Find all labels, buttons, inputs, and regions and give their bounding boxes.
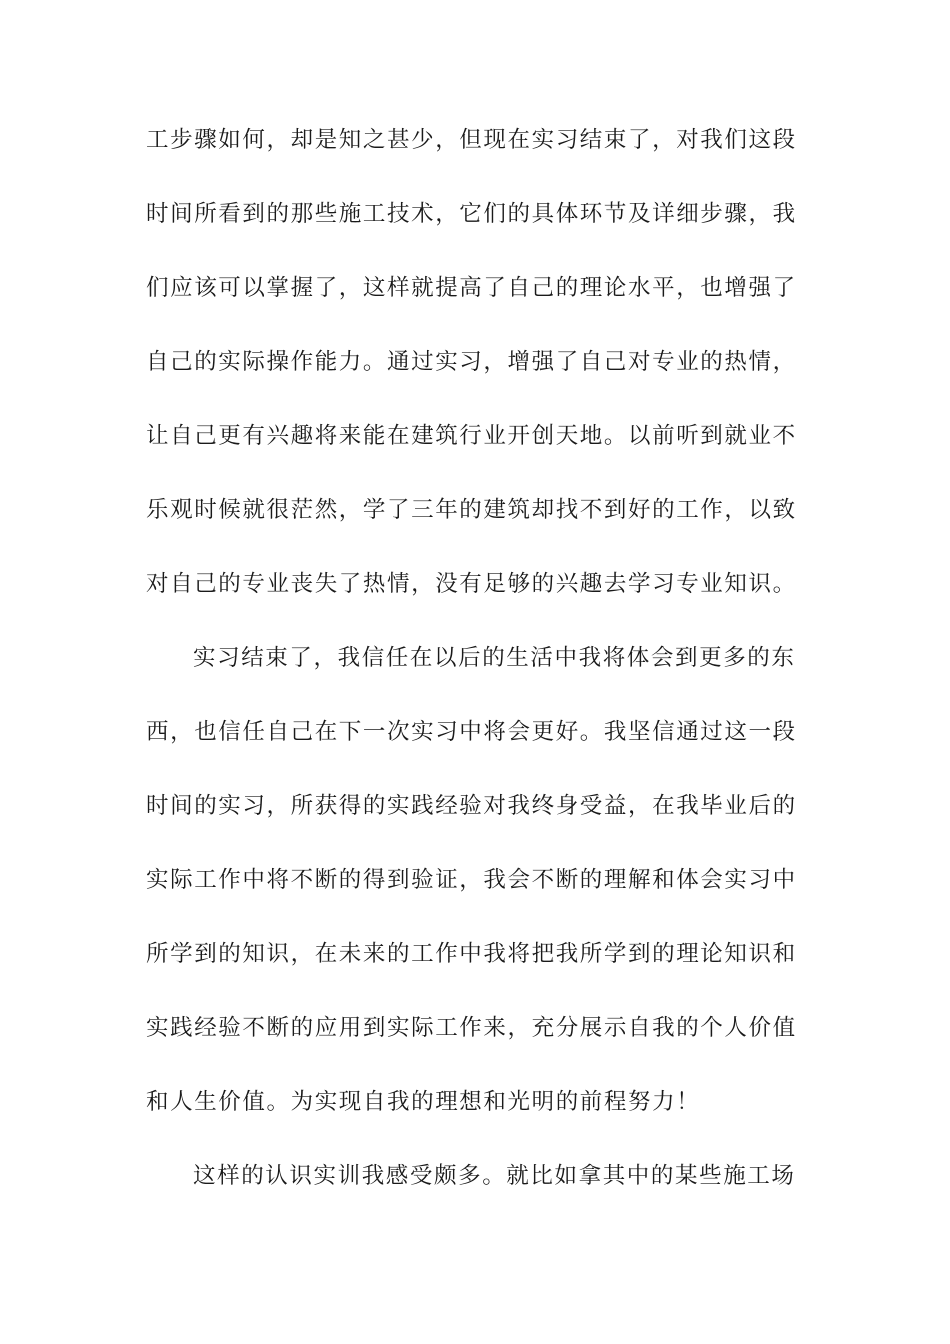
text-line: 西，也信任自己在下一次实习中将会更好。我坚信通过这一段 [146,719,797,745]
paragraph-start-line: 这样的认识实训我感受颇多。就比如拿其中的某些施工场 [193,1163,796,1189]
text-line: 自己的实际操作能力。通过实习，增强了自己对专业的热情， [146,349,797,375]
text-line: 工步骤如何，却是知之甚少，但现在实习结束了，对我们这段 [146,127,797,153]
text-line: 和人生价值。为实现自我的理想和光明的前程努力！ [146,1089,701,1115]
text-line: 所学到的知识，在未来的工作中我将把我所学到的理论知识和 [146,941,797,967]
text-line: 让自己更有兴趣将来能在建筑行业开创天地。以前听到就业不 [146,423,797,449]
text-line: 实践经验不断的应用到实际工作来，充分展示自我的个人价值 [146,1015,797,1041]
text-line: 对自己的专业丧失了热情，没有足够的兴趣去学习专业知识。 [146,571,797,597]
text-line: 们应该可以掌握了，这样就提高了自己的理论水平，也增强了 [146,275,797,301]
text-line: 实际工作中将不断的得到验证，我会不断的理解和体会实习中 [146,867,797,893]
text-line: 时间的实习，所获得的实践经验对我终身受益，在我毕业后的 [146,793,797,819]
paragraph-start-line: 实习结束了，我信任在以后的生活中我将体会到更多的东 [193,645,796,671]
text-line: 时间所看到的那些施工技术，它们的具体环节及详细步骤，我 [146,201,797,227]
text-line: 乐观时候就很茫然，学了三年的建筑却找不到好的工作，以致 [146,497,797,523]
document-body [146,123,796,1233]
